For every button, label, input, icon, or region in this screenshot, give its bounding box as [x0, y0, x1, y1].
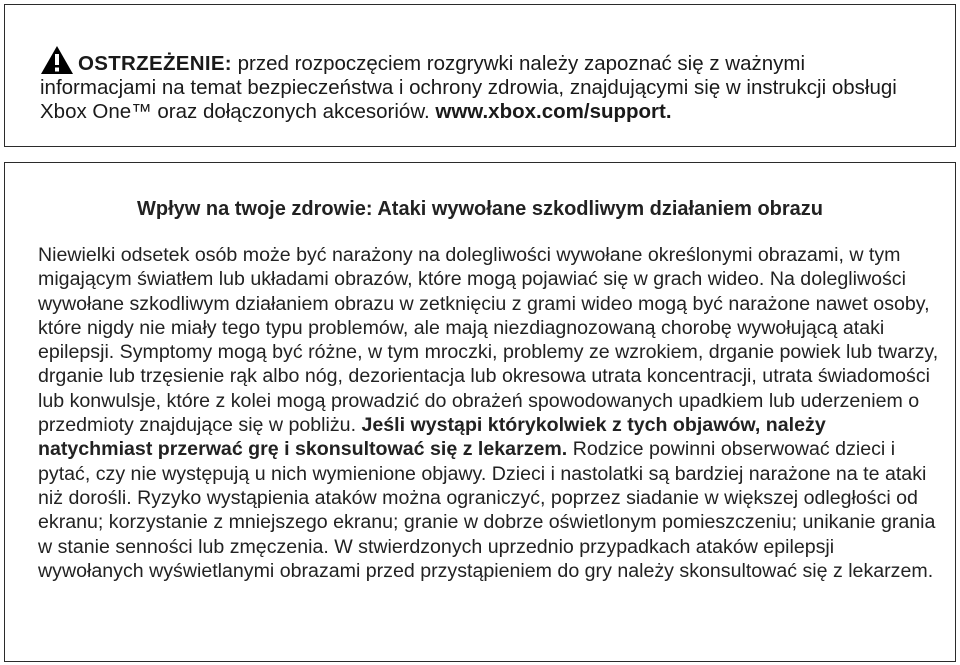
- health-title: Wpływ na twoje zdrowie: Ataki wywołane szkodliwym działaniem obrazu: [136, 198, 824, 220]
- health-warning-box: [4, 162, 956, 662]
- support-url[interactable]: www.xbox.com/support.: [435, 100, 672, 123]
- warning-text: przed rozpoczęciem rozgrywki należy zapoznać się z ważnymi informacjami na temat bezpieczeństwa i ochrony zdrowia, znajdującymi się w instrukcji obsługi Xbox One™ oraz dołączonych akcesoriów.: [40, 52, 897, 123]
- warning-label: OSTRZEŻENIE:: [78, 52, 232, 75]
- warning-box: [4, 4, 956, 147]
- health-body: [38, 243, 943, 583]
- health-body-bold: Jeśli wystąpi którykolwiek z tych objawów, należy natychmiast przerwać grę i skonsultować się z lekarzem.: [38, 414, 826, 461]
- health-body-text-1: Niewielki odsetek osób może być narażony na dolegliwości wywołane określonymi obrazami, w tym migającym światłem lub układami obrazów, które mogą pojawiać się w grach wideo. Na dolegliwości wywołane szkodliwym działaniem obrazu w zetknięciu z grami wideo mogą być narażone nawet osoby, które nigdy nie miały tego typu problemów, ale mają niezdiagnozowaną chorobę wywołującą ataki epilepsji. Symptomy mogą być różne, w tym mroczki, problemy ze wzrokiem, drganie powiek lub twarzy, drganie lub trzęsienie rąk albo nóg, dezorientacja lub okresowa utrata koncentracji, utrata świadomości lub konwulsje, które z kolei mogą prowadzić do obrażeń spowodowanych upadkiem lub uderzeniem o przedmioty znajdujące się w pobliżu.: [38, 244, 939, 437]
- warning-paragraph: [40, 45, 920, 124]
- health-body-text-2: Rodzice powinni obserwować dzieci i pytać, czy nie występują u nich wymienione objawy. Dzieci i nastolatki są bardziej narażone na te ataki niż dorośli. Ryzyko wystąpienia ataków można ograniczyć, poprzez siadanie w większej odległości od ekranu; korzystanie z mniejszego ekranu; granie w dobrze oświetlonym pomieszczeniu; unikanie grania w stanie senności lub zmęczenia. W stwierdzonych uprzednio przypadkach ataków epilepsji wywołanych wyświetlanymi obrazami przed przystąpieniem do gry należy skonsultować się z lekarzem.: [38, 438, 936, 582]
- warning-triangle-icon: [40, 45, 74, 75]
